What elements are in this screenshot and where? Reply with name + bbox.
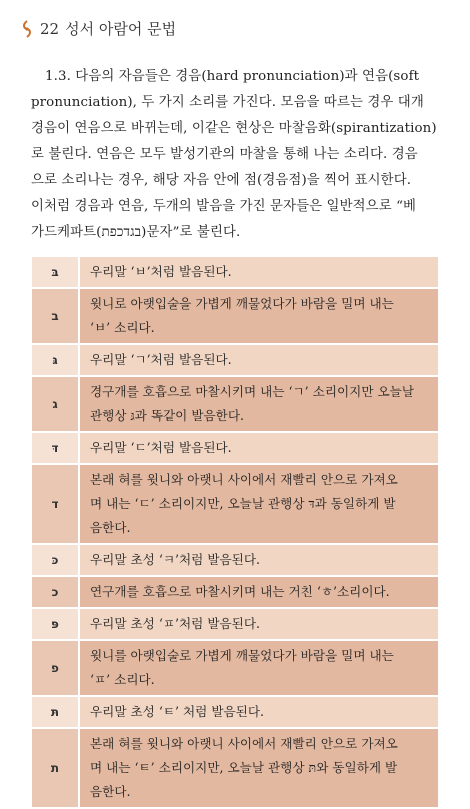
table-row: [32, 465, 438, 545]
hebrew-letter: ב: [32, 289, 80, 343]
description-line: 본래 혀를 윗니와 아랫니 사이에서 재빨리 안으로 가져오: [90, 736, 398, 751]
letter-description: [80, 697, 438, 727]
table-row: [32, 577, 438, 609]
table-row: [32, 697, 438, 729]
description-line: 우리말 초성 ‘ㅌ’ 처럼 발음된다.: [90, 704, 265, 719]
description-line: 연구개를 호흡으로 마찰시키며 내는 거친 ‘ㅎ’소리이다.: [90, 584, 390, 599]
intro-line: 1.3. 다음의 자음들은 경음(hard pronunciation)과 연음(soft: [45, 69, 420, 84]
ornament-icon: [20, 20, 34, 38]
table-row: [32, 609, 438, 641]
description-line: 우리말 ‘ㅂ’처럼 발음된다.: [90, 264, 232, 279]
hebrew-letter: תּ: [32, 697, 80, 727]
intro-line: 경음이 연음으로 바뀌는데, 이같은 현상은 마찰음화(spirantization): [31, 121, 437, 136]
intro-line: 가드케파트(בגדכפת)문자”로 불린다.: [31, 225, 241, 240]
description-line: ‘ㅂ’ 소리다.: [90, 320, 155, 335]
table-row: [32, 289, 438, 345]
page-number: 22: [40, 19, 60, 38]
intro-paragraph: [31, 64, 441, 246]
letter-description: [80, 465, 438, 543]
hebrew-letter: כ: [32, 577, 80, 607]
hebrew-letter: בּ: [32, 257, 80, 287]
table-row: [32, 433, 438, 465]
description-line: ‘ㅍ’ 소리다.: [90, 672, 155, 687]
hebrew-letter: פ: [32, 641, 80, 695]
hebrew-letter: דּ: [32, 433, 80, 463]
intro-line: 으로 소리나는 경우, 해당 자음 안에 점(경음점)을 찍어 표시한다.: [31, 173, 412, 188]
letter-description: [80, 641, 438, 695]
description-line: 우리말 ‘ㄱ’처럼 발음된다.: [90, 352, 232, 367]
description-line: 우리말 초성 ‘ㅋ’처럼 발음된다.: [90, 552, 261, 567]
table-row: [32, 545, 438, 577]
intro-line: 로 불린다. 연음은 모두 발성기관의 마찰을 통해 나는 소리다. 경음: [31, 147, 418, 162]
table-row: [32, 257, 438, 289]
description-line: 경구개를 호흡으로 마찰시키며 내는 ‘ㄱ’ 소리이지만 오늘날: [90, 384, 414, 399]
table-row: [32, 641, 438, 697]
letter-description: [80, 257, 438, 287]
letter-description: [80, 289, 438, 343]
description-line: 며 내는 ‘ㄷ’ 소리이지만, 오늘날 관행상 דּ과 동일하게 발: [90, 496, 396, 511]
description-line: 본래 혀를 윗니와 아랫니 사이에서 재빨리 안으로 가져오: [90, 472, 398, 487]
letter-description: [80, 433, 438, 463]
book-title: 성서 아람어 문법: [65, 20, 177, 38]
description-line: 윗니로 아랫입술을 가볍게 깨물었다가 바람을 밀며 내는: [90, 296, 394, 311]
description-line: 관행상 גּ과 똑같이 발음한다.: [90, 408, 245, 423]
intro-line: pronunciation), 두 가지 소리를 가진다. 모음을 따르는 경우 대개: [31, 95, 424, 110]
letter-description: [80, 345, 438, 375]
hebrew-letter: פּ: [32, 609, 80, 639]
letter-description: [80, 609, 438, 639]
table-row: [32, 729, 438, 809]
description-line: 음한다.: [90, 784, 131, 799]
letter-description: [80, 377, 438, 431]
description-line: 우리말 ‘ㄷ’처럼 발음된다.: [90, 440, 232, 455]
description-line: 우리말 초성 ‘ㅍ’처럼 발음된다.: [90, 616, 261, 631]
letter-description: [80, 577, 438, 607]
description-line: 며 내는 ‘ㅌ’ 소리이지만, 오늘날 관행상 תּ와 동일하게 발: [90, 760, 398, 775]
description-line: 윗니를 아랫입술로 가볍게 깨물었다가 바람을 밀며 내는: [90, 648, 394, 663]
intro-line: 이처럼 경음과 연음, 두개의 발음을 가진 문자들은 일반적으로 “베: [31, 199, 417, 214]
page-header: [20, 18, 176, 39]
letter-description: [80, 545, 438, 575]
hebrew-letter: ג: [32, 377, 80, 431]
table-row: [32, 345, 438, 377]
letter-description: [80, 729, 438, 807]
description-line: 음한다.: [90, 520, 131, 535]
hebrew-letter: כּ: [32, 545, 80, 575]
pronunciation-table: [32, 257, 438, 809]
hebrew-letter: ד: [32, 465, 80, 543]
hebrew-letter: ת: [32, 729, 80, 807]
table-row: [32, 377, 438, 433]
hebrew-letter: גּ: [32, 345, 80, 375]
